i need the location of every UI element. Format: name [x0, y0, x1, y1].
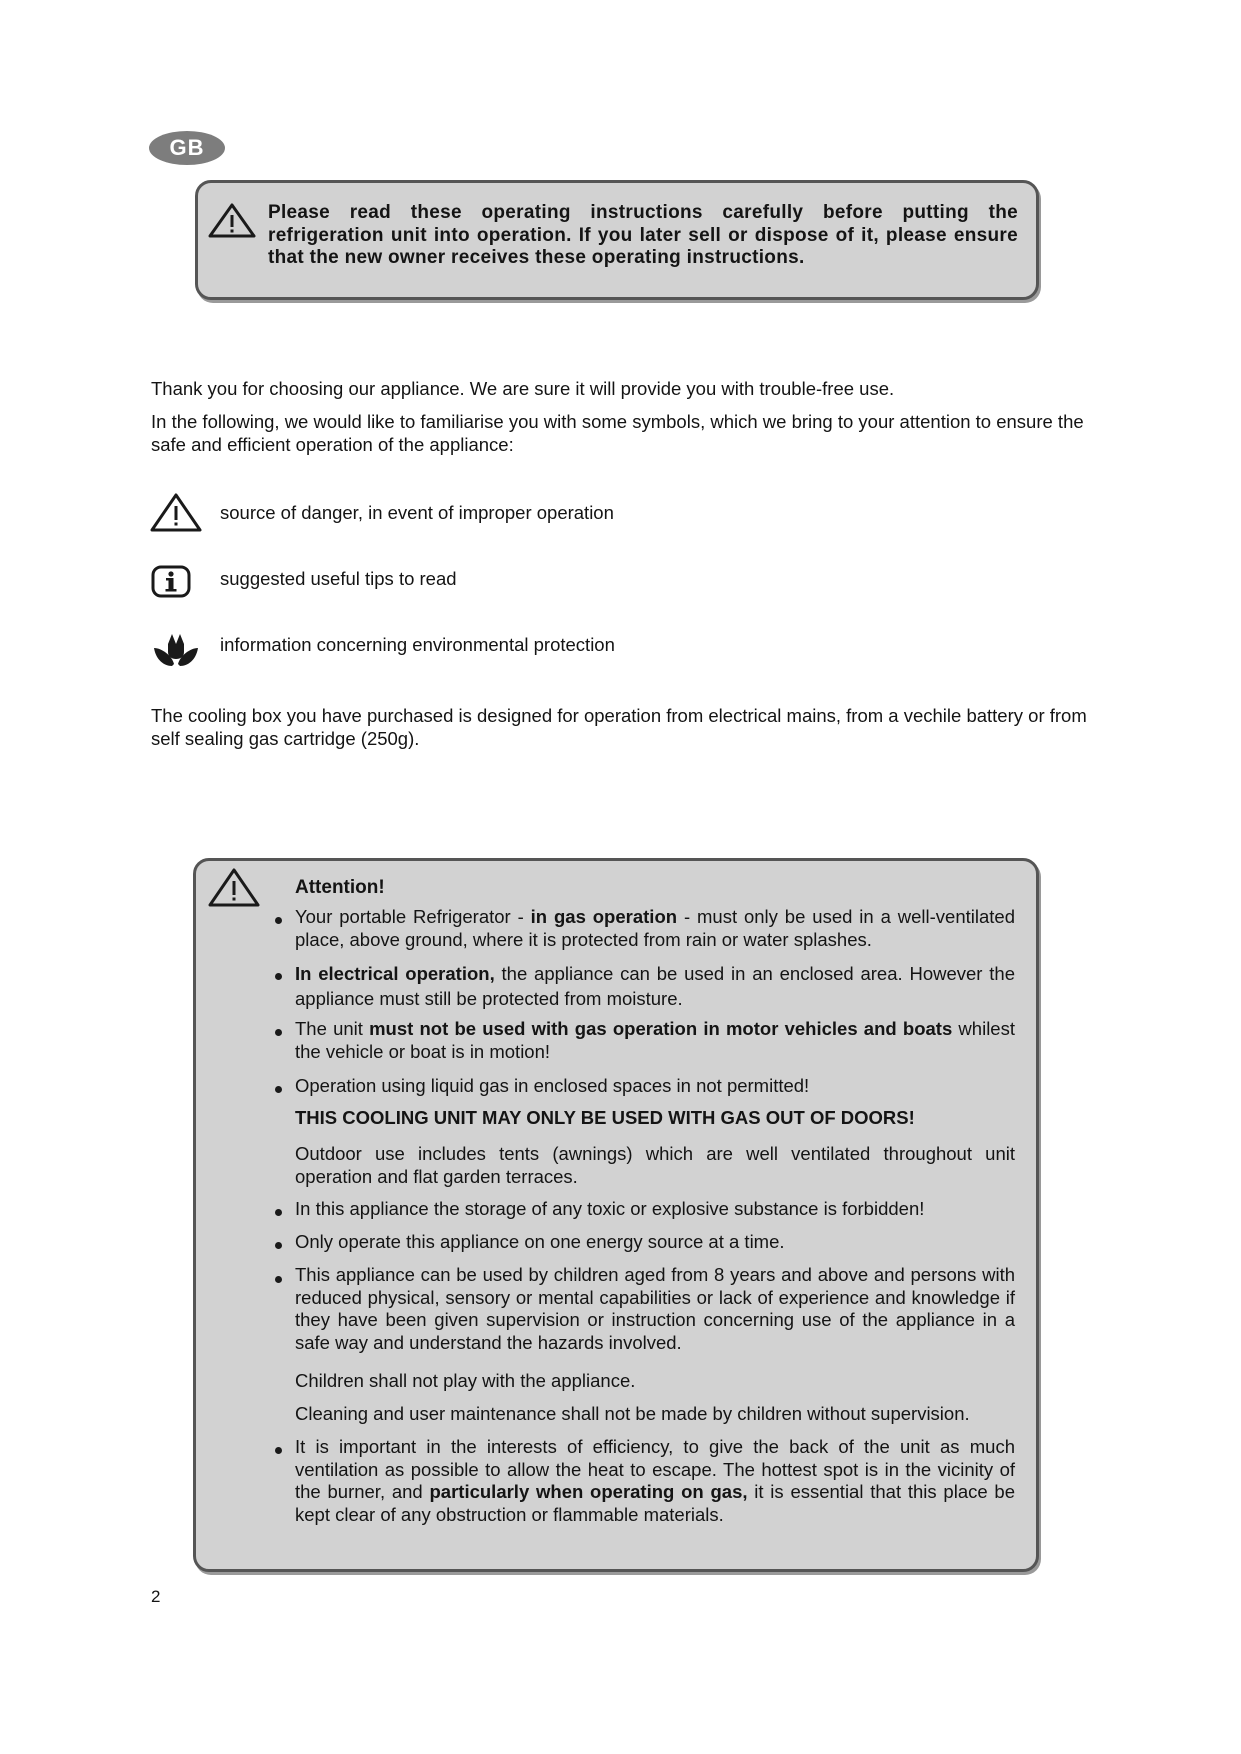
- attention-one-energy-source: Only operate this appliance on one energy source at a time.: [295, 1231, 785, 1252]
- bullet-dot: [275, 917, 282, 924]
- attention-gas-operation: Your portable Refrigerator - in gas operation - must only be used in a well-ventilated place, above ground, where it is protected from rain or water splashes.: [295, 906, 1015, 950]
- language-badge: GB: [149, 131, 225, 165]
- bullet-dot: [275, 1242, 282, 1249]
- warning-triangle-icon: [208, 868, 260, 908]
- top-notice-text: Please read these operating instructions carefully before putting the refrigeration unit into operation. If you later sell or dispose of it, please ensure that the new owner receives these operating instructions.: [268, 202, 1018, 268]
- flower-environment-icon: [150, 630, 202, 670]
- attention-title: Attention!: [295, 877, 385, 898]
- symbol-label-environment: information concerning environmental protection: [220, 634, 615, 655]
- attention-vehicles-boats: The unit must not be used with gas operation in motor vehicles and boats whilest the vehicle or boat is in motion!: [295, 1018, 1015, 1062]
- attention-toxic-storage: In this appliance the storage of any toxic or explosive substance is forbidden!: [295, 1198, 925, 1219]
- bullet-dot: [275, 1086, 282, 1093]
- warning-triangle-icon: [208, 203, 256, 239]
- warning-triangle-icon: [150, 493, 202, 533]
- symbol-label-danger: source of danger, in event of improper operation: [220, 502, 614, 523]
- attention-cleaning: Cleaning and user maintenance shall not be made by children without supervision.: [295, 1403, 970, 1424]
- symbol-label-tips: suggested useful tips to read: [220, 568, 457, 589]
- bullet-dot: [275, 1447, 282, 1454]
- info-icon: [150, 561, 202, 601]
- attention-electrical-operation: In electrical operation, the appliance can be used in an enclosed area. However the appliance must still be protected from moisture.: [295, 963, 1015, 1009]
- bullet-dot: [275, 973, 282, 980]
- attention-children-play: Children shall not play with the appliance.: [295, 1370, 636, 1391]
- purchase-note-paragraph: The cooling box you have purchased is designed for operation from electrical mains, from a vechile battery or from self sealing gas cartridge (250g).: [151, 705, 1087, 749]
- bullet-dot: [275, 1209, 282, 1216]
- attention-liquid-gas: Operation using liquid gas in enclosed spaces in not permitted!: [295, 1075, 810, 1096]
- bullet-dot: [275, 1276, 282, 1283]
- intro-thanks-paragraph: Thank you for choosing our appliance. We are sure it will provide you with trouble-free use.: [151, 378, 895, 399]
- attention-outdoor-use: Outdoor use includes tents (awnings) which are well ventilated throughout unit operation and flat garden terraces.: [295, 1143, 1015, 1187]
- attention-ventilation: It is important in the interests of efficiency, to give the back of the unit as much ventilation as possible to allow the heat to escape. The hottest spot is in the vicinity of the burner, and particularly when operating on gas, it is essential that this place be kept clear of any obstruction or flammable materials.: [295, 1436, 1015, 1525]
- bullet-dot: [275, 1029, 282, 1036]
- intro-symbols-paragraph: In the following, we would like to familiarise you with some symbols, which we bring to your attention to ensure the safe and efficient operation of the appliance:: [151, 411, 1084, 455]
- attention-out-of-doors: THIS COOLING UNIT MAY ONLY BE USED WITH GAS OUT OF DOORS!: [295, 1107, 915, 1128]
- page-number: 2: [151, 1587, 161, 1606]
- attention-children-capabilities: This appliance can be used by children aged from 8 years and above and persons with reduced physical, sensory or mental capabilities or lack of experience and knowledge if they have been given supervision or instruction concerning use of the appliance in a safe way and understand the hazards involved.: [295, 1264, 1015, 1353]
